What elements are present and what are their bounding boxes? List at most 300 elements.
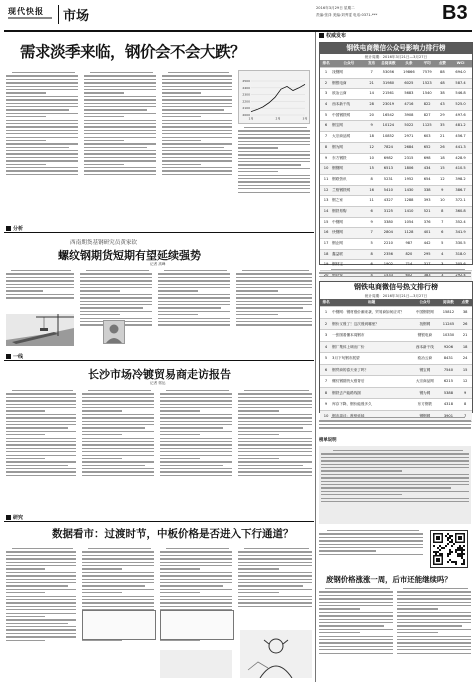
- table-cell: 3908: [404, 112, 414, 117]
- top-table-note: [319, 267, 471, 279]
- table-cell: 21: [462, 333, 468, 337]
- table-cell: 820: [405, 251, 413, 256]
- table-cell: 5: [324, 356, 328, 360]
- text-line: [6, 616, 45, 617]
- text-line: [84, 147, 147, 148]
- text-line: [319, 605, 393, 606]
- text-line: [397, 598, 471, 599]
- text-line: [319, 649, 393, 650]
- qr-module: [433, 545, 435, 547]
- text-line: [238, 458, 279, 459]
- text-line: [238, 400, 312, 401]
- text-line: [90, 72, 153, 73]
- table-cell: 587.4: [455, 80, 466, 85]
- table-header-cell: 头条: [405, 61, 413, 65]
- wechat-influence-title: 钢铁电商微信公众号影响力排行榜: [320, 43, 472, 54]
- hot-article-table: [319, 281, 473, 418]
- text-line: [319, 612, 393, 613]
- text-line: [319, 550, 376, 551]
- qr-module: [457, 547, 459, 549]
- text-line: [6, 582, 76, 583]
- text-line: [162, 143, 232, 144]
- table-cell: 5683: [404, 91, 414, 96]
- text-line: [333, 450, 463, 451]
- tag-yanjiu-text: 研究: [13, 515, 24, 521]
- text-line: [84, 170, 156, 171]
- text-line: [84, 164, 124, 165]
- table-cell: 53056: [382, 70, 395, 74]
- table-cell: 18: [440, 155, 445, 160]
- text-line: [397, 605, 471, 606]
- qr-module: [447, 555, 449, 557]
- table-cell: 9: [370, 219, 373, 224]
- table-row: [320, 79, 472, 90]
- table-cell: 大宗商品网: [332, 134, 351, 139]
- qr-module: [445, 545, 447, 547]
- table-cell: 442: [423, 241, 431, 245]
- table-cell: 20: [369, 112, 374, 117]
- text-line: [236, 290, 278, 291]
- text-line: [6, 277, 74, 278]
- text-line: [84, 109, 147, 110]
- page-number: B3: [442, 2, 468, 24]
- text-line: [6, 140, 46, 141]
- fenxi-headline: 螺纹钢期货短期有望延续强势: [58, 249, 201, 262]
- text-line: [397, 636, 471, 637]
- text-line: [321, 487, 451, 488]
- qr-module: [461, 553, 463, 555]
- text-line: [236, 307, 303, 308]
- fenxi-illustration: [6, 314, 74, 346]
- text-line: [84, 120, 156, 121]
- text-line: [82, 555, 154, 556]
- text-line: [160, 558, 232, 559]
- text-line: [158, 284, 230, 285]
- table-row: [320, 207, 472, 218]
- text-line: [236, 304, 312, 305]
- table-row: [320, 132, 472, 143]
- text-line: [162, 116, 201, 117]
- text-line: [238, 465, 303, 466]
- table-cell: 1806: [404, 166, 414, 171]
- table-cell: 546.8: [455, 91, 466, 96]
- table-cell: 4: [324, 344, 328, 349]
- text-line: [321, 491, 469, 492]
- table-cell: 10: [323, 413, 329, 418]
- text-line: [162, 147, 224, 148]
- table-row: [320, 353, 472, 365]
- yanjiu-col-4: [238, 546, 312, 628]
- text-line: [80, 307, 143, 308]
- text-line: [238, 475, 312, 476]
- table-cell: 386.7: [455, 187, 466, 192]
- table-cell: 654: [423, 176, 431, 181]
- text-line: [236, 314, 278, 315]
- text-line: [80, 301, 152, 302]
- text-line: [160, 551, 232, 552]
- text-line: [238, 421, 312, 422]
- text-line: [238, 572, 312, 573]
- yanjiu-headline: 数据看市：过渡时节，中板价格是否进入下行通道？: [52, 528, 294, 540]
- text-line: [162, 157, 232, 158]
- text-line: [158, 294, 230, 295]
- text-line: [238, 589, 312, 590]
- text-line: [160, 400, 232, 401]
- text-line: [6, 629, 76, 630]
- text-line: [319, 619, 393, 620]
- text-line: [82, 602, 154, 603]
- text-line: [238, 461, 312, 462]
- text-line: [84, 150, 156, 151]
- table-row: [320, 164, 472, 175]
- text-line: [319, 632, 360, 633]
- text-line: [6, 451, 76, 452]
- table-cell: 38: [462, 310, 468, 314]
- text-line: [160, 417, 232, 418]
- text-line: [238, 151, 310, 152]
- text-line: [238, 130, 310, 131]
- qr-module: [458, 536, 462, 540]
- qr-module: [433, 551, 435, 553]
- table-cell: 295: [423, 251, 431, 256]
- text-line: [6, 626, 76, 627]
- text-line: [162, 133, 232, 134]
- table-cell: 29: [440, 112, 445, 117]
- text-line: [82, 393, 154, 394]
- text-line: [6, 448, 76, 449]
- table-cell: 8: [324, 390, 328, 395]
- text-line: [84, 130, 156, 131]
- text-line: [162, 170, 232, 171]
- text-line: [80, 297, 152, 298]
- masthead: [0, 0, 476, 30]
- table-cell: 14: [369, 91, 374, 96]
- text-line: [6, 575, 76, 576]
- text-line: [238, 427, 303, 428]
- tag-yixian-rule: [4, 360, 314, 361]
- text-line: [84, 126, 156, 127]
- text-line: [82, 585, 145, 586]
- table-cell: 1523: [422, 80, 432, 85]
- qr-module: [435, 551, 437, 553]
- table-header-cell: 排名: [322, 61, 330, 65]
- table-cell: 525.0: [455, 102, 466, 107]
- text-line: [331, 417, 465, 418]
- text-line: [84, 86, 156, 87]
- table-cell: 9206: [443, 344, 453, 349]
- text-line: [6, 414, 76, 415]
- table-cell: 钢为网: [419, 390, 431, 395]
- table-cell: 西本新干线: [415, 344, 434, 349]
- table-cell: 12: [369, 144, 374, 149]
- text-line: [6, 153, 78, 154]
- table-cell: 7824: [383, 144, 393, 149]
- qr-module: [449, 541, 451, 543]
- text-line: [238, 178, 310, 179]
- text-line: [160, 602, 232, 603]
- text-line: [82, 451, 154, 452]
- text-line: [238, 575, 312, 576]
- table-cell: 4318: [443, 402, 453, 406]
- text-line: [321, 481, 469, 482]
- fenxi-kicker: 西南期货基钢研究员黄家钦: [70, 240, 138, 246]
- table-cell: 2315: [404, 155, 414, 160]
- text-line: [162, 120, 232, 121]
- text-line: [6, 475, 76, 476]
- table-cell: 15: [440, 166, 445, 171]
- text-line: [160, 397, 232, 398]
- table-cell: 330.5: [455, 241, 466, 245]
- table-row: [320, 218, 472, 229]
- table-cell: 5: [441, 241, 444, 245]
- text-line: [6, 592, 45, 593]
- table-cell: 1902: [383, 262, 393, 267]
- text-line: [84, 79, 156, 80]
- table-cell: 中国钢铁网: [415, 310, 434, 314]
- yanjiu-table-1: [82, 610, 156, 640]
- text-line: [6, 404, 76, 405]
- wechat-influence-header: [320, 60, 472, 68]
- tag-yanjiu-label: [6, 515, 23, 522]
- text-line: [160, 451, 232, 452]
- text-line: [82, 458, 122, 459]
- table-cell: 钢市周评：涨势延续: [332, 413, 365, 418]
- text-line: [6, 143, 78, 144]
- table-row: [320, 399, 472, 411]
- table-cell: 481.2: [455, 123, 466, 128]
- text-line: [6, 458, 45, 459]
- text-line: [82, 444, 154, 445]
- qr-module: [461, 555, 463, 557]
- qr-module: [441, 547, 443, 549]
- text-line: [6, 441, 76, 442]
- text-line: [6, 417, 76, 418]
- text-line: [238, 599, 312, 600]
- text-line: [84, 167, 156, 168]
- table-cell: 中钢网：钢材涨价潮来袭，贸易商如何应对？: [332, 310, 405, 314]
- qr-module: [449, 537, 451, 539]
- text-line: [238, 579, 312, 580]
- text-line: [158, 321, 230, 322]
- text-line: [160, 424, 232, 425]
- text-line: [238, 404, 312, 405]
- crane-illustration: [6, 314, 74, 346]
- text-line: [166, 548, 229, 549]
- table-cell: 12: [323, 187, 329, 192]
- table-cell: 21561: [382, 91, 395, 96]
- chart-x-tick-label: 3月: [302, 116, 308, 121]
- text-line: [82, 400, 154, 401]
- sub-article-col-2: [397, 586, 471, 678]
- qr-module: [447, 553, 449, 555]
- text-line: [162, 75, 232, 76]
- qr-module: [461, 549, 463, 551]
- table-cell: 2: [324, 80, 328, 85]
- text-line: [160, 414, 232, 415]
- text-line: [6, 640, 45, 641]
- text-line: [238, 161, 310, 162]
- table-row: [320, 100, 472, 111]
- text-line: [6, 623, 68, 624]
- text-line: [162, 89, 232, 90]
- text-line: [158, 287, 230, 288]
- text-line: [244, 390, 309, 391]
- table-row: [320, 196, 472, 207]
- table-cell: 7: [370, 70, 373, 74]
- table-cell: 2210: [383, 241, 393, 245]
- table-cell: 19: [323, 262, 329, 267]
- chart-y-tick-label: 2500: [242, 79, 250, 83]
- wechat-influence-subtitle: 统计周期：2016年3月21日—3月27日: [364, 55, 428, 59]
- table-row: [320, 89, 472, 100]
- hot-article-body: [320, 307, 472, 422]
- table-cell: 一张图看懂本周钢市: [332, 333, 365, 337]
- table-header-cell: 公众号: [343, 61, 355, 65]
- text-line: [11, 270, 71, 271]
- qr-module: [445, 535, 447, 537]
- text-line: [6, 120, 78, 121]
- text-line: [82, 410, 122, 411]
- chart-x-tick-label: 2月: [275, 116, 281, 121]
- text-line: [236, 284, 312, 285]
- table-cell: 35: [440, 123, 445, 128]
- text-line: [160, 596, 232, 597]
- text-line: [238, 164, 301, 165]
- text-line: [238, 441, 312, 442]
- table-cell: 393: [423, 198, 431, 203]
- text-line: [6, 284, 74, 285]
- text-line: [319, 625, 384, 626]
- text-line: [82, 461, 154, 462]
- qr-module: [451, 551, 453, 553]
- text-line: [12, 548, 74, 549]
- qr-module: [455, 561, 457, 563]
- table-cell: 6: [324, 123, 328, 128]
- text-line: [160, 404, 232, 405]
- text-line: [321, 457, 469, 458]
- table-cell: 钢联资讯: [332, 176, 347, 181]
- qr-code-icon: [431, 531, 467, 567]
- table-cell: 找钢网: [332, 70, 343, 74]
- text-line: [6, 297, 74, 298]
- text-line: [6, 471, 76, 472]
- text-line: [82, 471, 154, 472]
- table-cell: 21: [440, 134, 445, 139]
- table-cell: 603: [423, 134, 431, 139]
- text-line: [238, 558, 312, 559]
- qr-code: [430, 530, 468, 568]
- chart-x-tick-label: 1月: [248, 116, 254, 121]
- text-line: [84, 106, 156, 107]
- text-line: [6, 465, 68, 466]
- table-cell: 48: [440, 80, 445, 85]
- text-line: [160, 458, 200, 459]
- text-line: [82, 397, 154, 398]
- table-cell: 钢材宝: [332, 262, 343, 267]
- table-cell: 6: [370, 208, 373, 213]
- paper-sub-line: [8, 17, 52, 19]
- qr-module: [457, 555, 459, 557]
- qr-module: [451, 541, 453, 543]
- table-cell: 大宗商品网: [415, 379, 434, 383]
- table-header-cell: 点赞: [461, 300, 469, 304]
- text-line: [162, 113, 232, 114]
- table-cell: 694.0: [455, 70, 466, 74]
- qr-module: [443, 547, 445, 549]
- text-line: [397, 622, 471, 623]
- table-cell: 中钢网: [332, 219, 343, 224]
- text-line: [6, 167, 78, 168]
- table-cell: 827: [423, 112, 431, 117]
- text-line: [6, 551, 76, 552]
- table-row: [320, 319, 472, 331]
- text-line: [160, 465, 223, 466]
- text-line: [84, 140, 124, 141]
- text-line: [238, 562, 312, 563]
- yanjiu-col-1: [6, 546, 76, 678]
- table-cell: 5410: [383, 187, 393, 192]
- qr-module: [463, 563, 465, 565]
- text-line: [319, 653, 393, 654]
- table-cell: 钢银电商: [332, 80, 347, 85]
- text-line: [238, 585, 303, 586]
- text-line: [236, 273, 312, 274]
- text-line: [236, 321, 312, 322]
- text-line: [80, 284, 152, 285]
- text-line: [84, 153, 156, 154]
- table-cell: 1: [324, 310, 328, 314]
- table-cell: 6: [370, 262, 373, 267]
- text-line: [80, 280, 152, 281]
- table-cell: 8: [370, 251, 373, 256]
- table-row: [320, 111, 472, 122]
- text-line: [82, 579, 154, 580]
- text-line: [162, 109, 224, 110]
- text-line: [6, 96, 78, 97]
- text-line: [82, 575, 154, 576]
- table-header-cell: 排名: [322, 300, 330, 304]
- table-cell: 3901: [443, 413, 453, 418]
- table-cell: 2: [324, 321, 328, 326]
- text-line: [6, 287, 74, 288]
- text-line: [84, 75, 156, 76]
- main-article-col-4: [238, 125, 310, 220]
- table-cell: 1430: [404, 187, 414, 192]
- table-cell: 8: [463, 402, 467, 406]
- main-article-col-1: [6, 70, 78, 220]
- text-line: [6, 555, 76, 556]
- table-cell: 15812: [442, 310, 455, 314]
- tag-yanjiu-rule: [4, 521, 314, 522]
- table-row: [320, 68, 472, 79]
- text-line: [397, 632, 438, 633]
- table-cell: 1410: [404, 208, 414, 213]
- text-line: [162, 137, 232, 138]
- yixian-col-4: [238, 388, 312, 508]
- table-cell: 17: [323, 241, 329, 245]
- text-line: [238, 154, 310, 155]
- chart-y-tick-label: 2000: [242, 113, 250, 117]
- table-cell: 9: [441, 187, 444, 192]
- text-line: [238, 417, 312, 418]
- table-row: [320, 307, 472, 319]
- text-line: [160, 421, 232, 422]
- text-line: [319, 427, 471, 428]
- qr-module: [447, 533, 449, 535]
- text-line: [319, 537, 423, 538]
- table-row: [320, 121, 472, 132]
- text-line: [397, 591, 471, 592]
